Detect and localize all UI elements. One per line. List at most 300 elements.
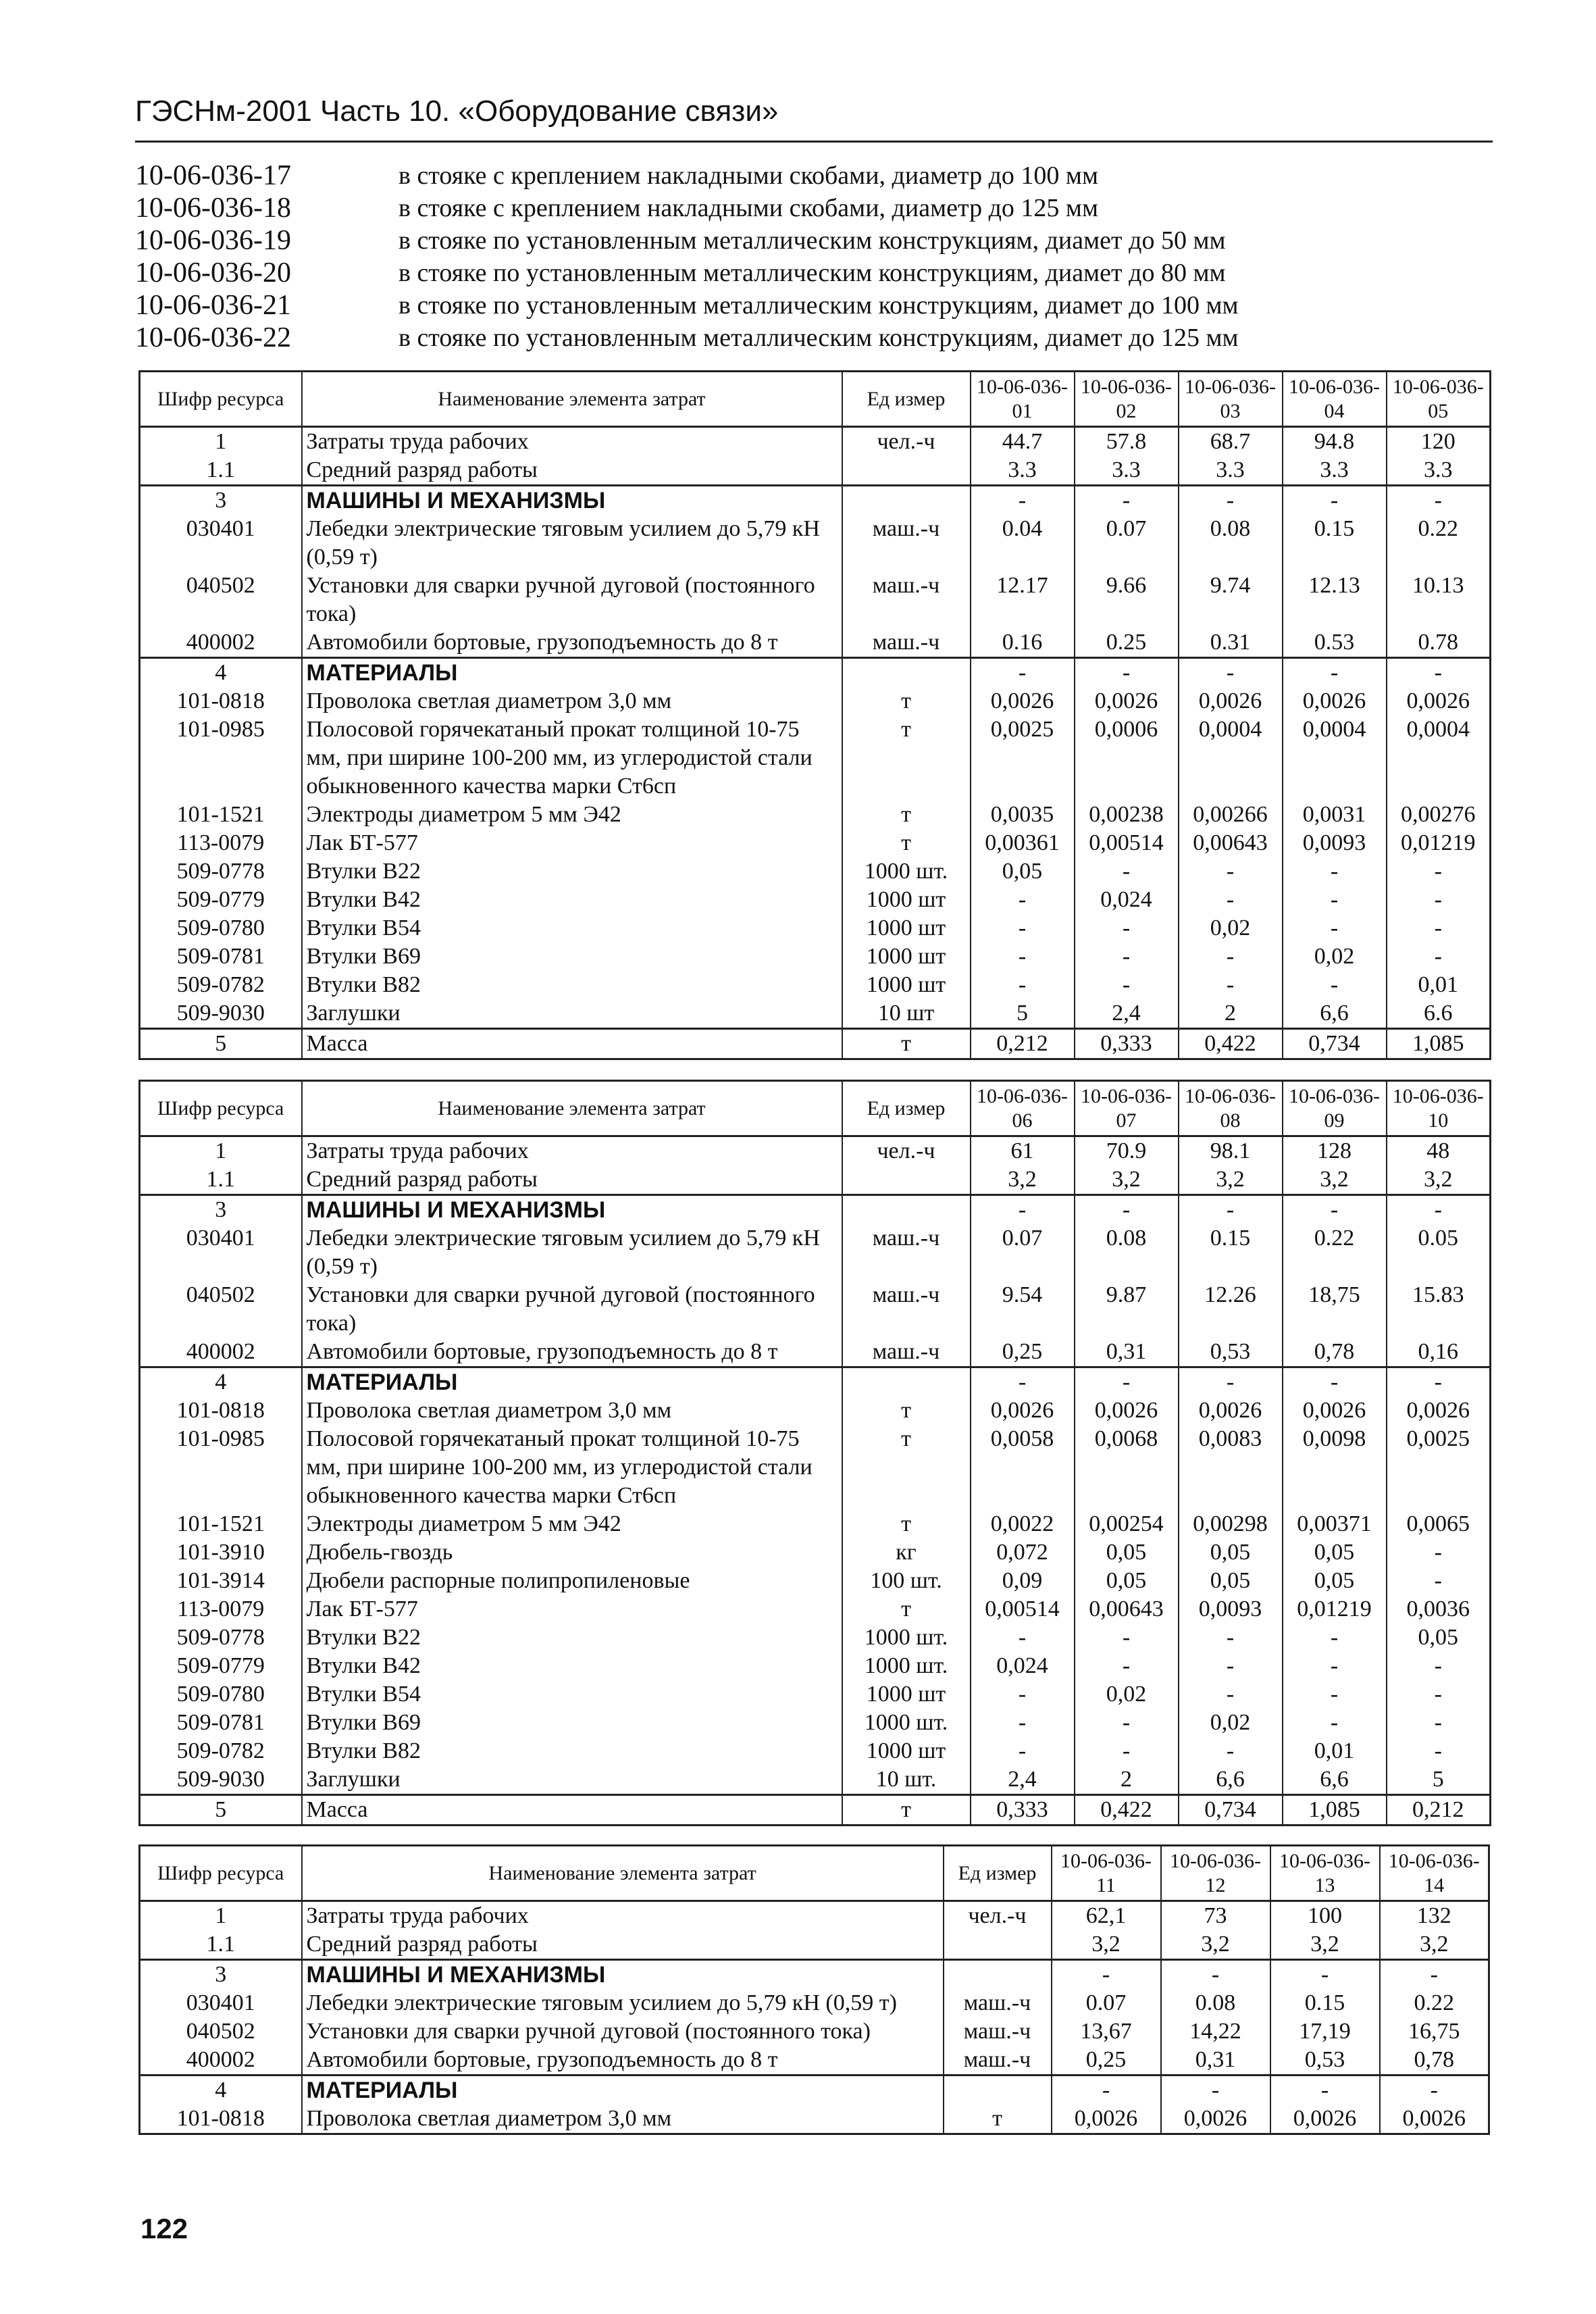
norm-value: - [971, 1709, 1075, 1737]
resource-unit: маш.-ч [944, 1989, 1052, 2017]
resource-name: Автомобили бортовые, грузоподъемность до 8 т [302, 1338, 842, 1367]
norm-value: 0,05 [1283, 1538, 1387, 1567]
code-row [135, 289, 1418, 322]
norm-value: 0.78 [1387, 628, 1491, 658]
norm-value: - [1283, 1624, 1387, 1652]
resource-code: 3 [140, 486, 302, 515]
norm-value: 0,53 [1179, 1338, 1283, 1367]
norm-value: 0,0068 [1075, 1425, 1179, 1510]
resource-code: 1.1 [140, 1165, 302, 1195]
norm-value: - [1161, 1960, 1270, 1990]
resource-code: 1 [140, 1136, 302, 1166]
resource-code: 509-0782 [140, 971, 302, 999]
code: 10-06-036-18 [135, 193, 291, 224]
norm-value: 0,25 [971, 1338, 1075, 1367]
col-header-code: Шифр ресурса [140, 372, 302, 427]
norm-value: 12.13 [1283, 572, 1387, 628]
resource-name: Втулки В22 [302, 1624, 842, 1652]
resource-code: 509-0780 [140, 914, 302, 942]
resource-code: 101-1521 [140, 801, 302, 829]
norm-value: - [1179, 1680, 1283, 1709]
norm-value: - [1075, 1652, 1179, 1680]
resource-name: МАШИНЫ И МЕХАНИЗМЫ [302, 1195, 842, 1225]
resource-name: Средний разряд работы [302, 1165, 842, 1195]
col-header-norm: 10-06-036-03 [1179, 372, 1283, 427]
norm-value: 3.3 [971, 456, 1075, 486]
resource-name: Втулки В42 [302, 886, 842, 914]
norm-value: 0.15 [1270, 1989, 1380, 2017]
resource-name: Проволока светлая диаметром 3,0 мм [302, 687, 842, 715]
norm-value: 3.3 [1387, 456, 1491, 486]
code-row [135, 224, 1418, 257]
resource-unit: маш.-ч [842, 572, 971, 628]
norm-value: - [1179, 1195, 1283, 1225]
resource-table-3 [138, 1844, 1490, 2135]
norm-value: 0,0093 [1283, 829, 1387, 857]
norm-value: 0.04 [971, 515, 1075, 572]
norm-value: 15.83 [1387, 1281, 1491, 1338]
norm-value: - [1380, 2076, 1489, 2105]
resource-unit: чел.-ч [944, 1901, 1052, 1931]
norm-value: - [971, 1737, 1075, 1765]
norm-value: 0,78 [1283, 1338, 1387, 1367]
table-row [140, 829, 1491, 857]
norm-value: 13,67 [1052, 2017, 1161, 2046]
table-header-row [140, 1846, 1489, 1901]
code-description: в стояке по установленным металлическим конструкциям, диамет до 50 мм [398, 226, 1226, 255]
norm-value: 0,00371 [1283, 1510, 1387, 1538]
resource-unit: 1000 шт [842, 1680, 971, 1709]
norm-value: 0,05 [1075, 1567, 1179, 1595]
norm-value: 0.08 [1075, 1224, 1179, 1281]
norm-value: 3,2 [971, 1165, 1075, 1195]
norm-value: 9.87 [1075, 1281, 1179, 1338]
norm-value: 0,00643 [1179, 829, 1283, 857]
resource-unit: маш.-ч [842, 1224, 971, 1281]
resource-name: Втулки В54 [302, 914, 842, 942]
resource-code: 3 [140, 1195, 302, 1225]
resource-name: Электроды диаметром 5 мм Э42 [302, 801, 842, 829]
table-row [140, 999, 1491, 1029]
resource-name: Втулки В82 [302, 971, 842, 999]
norm-value: 0,024 [1075, 886, 1179, 914]
norm-value: 0,0025 [1387, 1425, 1491, 1510]
table-row [140, 1765, 1491, 1795]
resource-unit: т [842, 1029, 971, 1059]
norm-value: 0.22 [1283, 1224, 1387, 1281]
norm-value: 0,072 [971, 1538, 1075, 1567]
norm-value: 62,1 [1052, 1901, 1161, 1931]
norm-value: - [1387, 1652, 1491, 1680]
resource-unit: т [842, 1795, 971, 1826]
norm-value: - [1283, 914, 1387, 942]
norm-value: - [1075, 914, 1179, 942]
code-description: в стояке с креплением накладными скобами, диаметр до 125 мм [398, 194, 1099, 222]
resource-name: МАТЕРИАЛЫ [302, 2076, 944, 2105]
norm-value: 0,05 [1179, 1538, 1283, 1567]
norm-value: 0,01219 [1387, 829, 1491, 857]
norm-value: 1,085 [1283, 1795, 1387, 1826]
col-header-norm: 10-06-036-13 [1270, 1846, 1380, 1901]
resource-unit: 1000 шт. [842, 857, 971, 886]
resource-unit: 100 шт. [842, 1567, 971, 1595]
resource-unit [842, 486, 971, 515]
norm-value: 0,0058 [971, 1425, 1075, 1510]
resource-unit: 1000 шт. [842, 1624, 971, 1652]
resource-name: Лебедки электрические тяговым усилием до 5,79 кН (0,59 т) [302, 515, 842, 572]
norm-value: - [971, 1195, 1075, 1225]
code-list [135, 159, 1418, 354]
page-number: 122 [140, 2213, 188, 2244]
resource-name: Лак БТ-577 [302, 1595, 842, 1624]
norm-value: 0,422 [1179, 1029, 1283, 1059]
norm-value: 3.3 [1283, 456, 1387, 486]
code: 10-06-036-20 [135, 257, 291, 288]
norm-value: 0.08 [1179, 515, 1283, 572]
col-header-norm: 10-06-036-08 [1179, 1081, 1283, 1136]
norm-value: 0,0093 [1179, 1595, 1283, 1624]
norm-value: 0,02 [1075, 1680, 1179, 1709]
norm-value: 0,78 [1380, 2046, 1489, 2076]
norm-value: 18,75 [1283, 1281, 1387, 1338]
norm-value: - [1387, 942, 1491, 971]
table-row [140, 427, 1491, 457]
resource-code: 400002 [140, 1338, 302, 1367]
norm-value: 0,00254 [1075, 1510, 1179, 1538]
norm-value: - [1283, 886, 1387, 914]
norm-value: 0,0031 [1283, 801, 1387, 829]
norm-value: - [1179, 658, 1283, 688]
resource-name: Лебедки электрические тяговым усилием до 5,79 кН (0,59 т) [302, 1224, 842, 1281]
norm-value: 0,02 [1179, 1709, 1283, 1737]
norm-value: 3,2 [1387, 1165, 1491, 1195]
norm-value: 6,6 [1283, 1765, 1387, 1795]
norm-value: 0.53 [1283, 628, 1387, 658]
resource-code: 1.1 [140, 456, 302, 486]
norm-value: - [1387, 486, 1491, 515]
resource-name: Установки для сварки ручной дуговой (постоянного тока) [302, 1281, 842, 1338]
norm-value: 0,0004 [1387, 715, 1491, 801]
resource-unit [944, 2076, 1052, 2105]
col-header-norm: 10-06-036-11 [1052, 1846, 1161, 1901]
norm-value: 0,0083 [1179, 1425, 1283, 1510]
norm-value: 0,05 [1075, 1538, 1179, 1567]
resource-unit: 1000 шт [842, 942, 971, 971]
resource-name: Втулки В69 [302, 942, 842, 971]
norm-value: 0.31 [1179, 628, 1283, 658]
norm-value: 0.25 [1075, 628, 1179, 658]
norm-value: 0,734 [1179, 1795, 1283, 1826]
col-header-norm: 10-06-036-04 [1283, 372, 1387, 427]
resource-unit: маш.-ч [944, 2017, 1052, 2046]
col-header-norm: 10-06-036-14 [1380, 1846, 1489, 1901]
table-row [140, 687, 1491, 715]
col-header-norm: 10-06-036-02 [1075, 372, 1179, 427]
resource-name: МАШИНЫ И МЕХАНИЗМЫ [302, 1960, 944, 1990]
table-row [140, 1901, 1489, 1931]
resource-name: Проволока светлая диаметром 3,0 мм [302, 1397, 842, 1425]
norm-value: 0,00298 [1179, 1510, 1283, 1538]
norm-value: 0,0025 [971, 715, 1075, 801]
norm-value: 0,422 [1075, 1795, 1179, 1826]
col-header-name: Наименование элемента затрат [302, 1846, 944, 1901]
norm-value: 3,2 [1380, 1930, 1489, 1960]
norm-value: 0,05 [971, 857, 1075, 886]
table-row [140, 1652, 1491, 1680]
norm-value: 48 [1387, 1136, 1491, 1166]
resource-unit [842, 1367, 971, 1397]
resource-code: 5 [140, 1795, 302, 1826]
norm-value: - [1179, 942, 1283, 971]
norm-value: 61 [971, 1136, 1075, 1166]
resource-code: 101-1521 [140, 1510, 302, 1538]
norm-value: 0,0004 [1179, 715, 1283, 801]
norm-value: 5 [1387, 1765, 1491, 1795]
resource-code: 101-0985 [140, 1425, 302, 1510]
resource-name: Автомобили бортовые, грузоподъемность до 8 т [302, 628, 842, 658]
norm-value: 0.05 [1387, 1224, 1491, 1281]
norm-value: 0,01219 [1283, 1595, 1387, 1624]
col-header-norm: 10-06-036-10 [1387, 1081, 1491, 1136]
resource-unit: т [842, 1510, 971, 1538]
col-header-norm: 10-06-036-07 [1075, 1081, 1179, 1136]
resource-unit: 10 шт [842, 999, 971, 1029]
norm-value: - [1283, 857, 1387, 886]
norm-value: 0,02 [1179, 914, 1283, 942]
resource-unit: маш.-ч [842, 1338, 971, 1367]
resource-code: 509-0782 [140, 1737, 302, 1765]
table-row [140, 2017, 1489, 2046]
norm-value: - [1075, 1624, 1179, 1652]
resource-code: 509-0778 [140, 857, 302, 886]
norm-value: 70.9 [1075, 1136, 1179, 1166]
table-row [140, 1960, 1489, 1990]
norm-value: - [1387, 886, 1491, 914]
resource-unit: т [842, 687, 971, 715]
norm-value: - [1075, 1195, 1179, 1225]
resource-code: 509-0779 [140, 886, 302, 914]
code-description: в стояке по установленным металлическим конструкциям, диамет до 100 мм [398, 291, 1239, 320]
table-row [140, 801, 1491, 829]
norm-value: - [1387, 1709, 1491, 1737]
norm-value: 0,0026 [971, 1397, 1075, 1425]
norm-value: 0.16 [971, 628, 1075, 658]
norm-value: 0,0035 [971, 801, 1075, 829]
col-header-unit: Ед измер [842, 1081, 971, 1136]
norm-value: - [971, 658, 1075, 688]
resource-table-2 [138, 1080, 1491, 1826]
resource-code: 101-0985 [140, 715, 302, 801]
norm-value: - [1387, 1680, 1491, 1709]
norm-value: - [1387, 1737, 1491, 1765]
resource-unit: т [842, 715, 971, 801]
table-row [140, 628, 1491, 658]
resource-code: 509-9030 [140, 1765, 302, 1795]
norm-value: - [1270, 1960, 1380, 1990]
col-header-unit: Ед измер [944, 1846, 1052, 1901]
col-header-code: Шифр ресурса [140, 1846, 302, 1901]
code-description: в стояке с креплением накладными скобами, диаметр до 100 мм [398, 161, 1099, 190]
norm-value: - [971, 1367, 1075, 1397]
resource-name: Средний разряд работы [302, 456, 842, 486]
norm-value: - [1179, 486, 1283, 515]
code-row [135, 192, 1418, 224]
table-row [140, 1165, 1491, 1195]
norm-value: - [1283, 1367, 1387, 1397]
table-row [140, 1989, 1489, 2017]
norm-value: 12.17 [971, 572, 1075, 628]
table-row [140, 1737, 1491, 1765]
col-header-name: Наименование элемента затрат [302, 372, 842, 427]
table-row [140, 1425, 1491, 1510]
resource-name: Втулки В22 [302, 857, 842, 886]
norm-value: 0,02 [1283, 942, 1387, 971]
resource-code: 1.1 [140, 1930, 302, 1960]
resource-unit: чел.-ч [842, 427, 971, 457]
resource-name: Затраты труда рабочих [302, 1136, 842, 1166]
norm-value: 17,19 [1270, 2017, 1380, 2046]
resource-unit: маш.-ч [944, 2046, 1052, 2076]
resource-name: Проволока светлая диаметром 3,0 мм [302, 2105, 944, 2134]
page-header [135, 95, 1486, 128]
table-row [140, 572, 1491, 628]
table-row [140, 1029, 1491, 1059]
resource-unit: 1000 шт [842, 914, 971, 942]
resource-code: 101-0818 [140, 1397, 302, 1425]
norm-value: 0,0026 [1075, 1397, 1179, 1425]
norm-value: 0.15 [1283, 515, 1387, 572]
norm-value: 0,0006 [1075, 715, 1179, 801]
norm-value: 6.6 [1387, 999, 1491, 1029]
norm-value: 0,212 [971, 1029, 1075, 1059]
norm-value: 98.1 [1179, 1136, 1283, 1166]
table-row [140, 1930, 1489, 1960]
norm-value: - [1387, 658, 1491, 688]
norm-value: - [1387, 1195, 1491, 1225]
table-row [140, 942, 1491, 971]
norm-value: 5 [971, 999, 1075, 1029]
norm-value: - [1179, 886, 1283, 914]
norm-value: 0,0026 [971, 687, 1075, 715]
norm-value: - [1283, 486, 1387, 515]
code: 10-06-036-17 [135, 160, 291, 191]
norm-value: 0,00276 [1387, 801, 1491, 829]
table-header-row [140, 372, 1491, 427]
norm-value: 57.8 [1075, 427, 1179, 457]
resource-name: Лак БТ-577 [302, 829, 842, 857]
norm-value: 0,00266 [1179, 801, 1283, 829]
norm-value: 0,0026 [1052, 2105, 1161, 2134]
resource-code: 4 [140, 658, 302, 688]
table-row [140, 2076, 1489, 2105]
norm-value: - [1387, 1538, 1491, 1567]
col-header-norm: 10-06-036-12 [1161, 1846, 1270, 1901]
resource-unit: 1000 шт [842, 886, 971, 914]
resource-code: 4 [140, 2076, 302, 2105]
norm-value: 0,53 [1270, 2046, 1380, 2076]
resource-name: Дюбели распорные полипропиленовые [302, 1567, 842, 1595]
norm-value: 0,05 [1283, 1567, 1387, 1595]
norm-value: 6,6 [1179, 1765, 1283, 1795]
norm-value: - [1283, 971, 1387, 999]
norm-value: 0,00514 [971, 1595, 1075, 1624]
norm-value: - [1380, 1960, 1489, 1990]
norm-value: 0,0026 [1179, 1397, 1283, 1425]
norm-value: 14,22 [1161, 2017, 1270, 2046]
col-header-code: Шифр ресурса [140, 1081, 302, 1136]
resource-code: 509-0779 [140, 1652, 302, 1680]
norm-value: - [1075, 942, 1179, 971]
resource-code: 030401 [140, 1224, 302, 1281]
resource-code: 113-0079 [140, 1595, 302, 1624]
norm-value: - [1075, 658, 1179, 688]
norm-value: 68.7 [1179, 427, 1283, 457]
norm-value: 2 [1075, 1765, 1179, 1795]
norm-value: - [1387, 1567, 1491, 1595]
resource-name: Автомобили бортовые, грузоподъемность до 8 т [302, 2046, 944, 2076]
resource-code: 030401 [140, 515, 302, 572]
resource-unit [842, 456, 971, 486]
norm-value: 3,2 [1179, 1165, 1283, 1195]
norm-value: 0,024 [971, 1652, 1075, 1680]
resource-code: 509-0778 [140, 1624, 302, 1652]
norm-value: - [1075, 971, 1179, 999]
code: 10-06-036-22 [135, 322, 291, 353]
norm-value: 0.22 [1387, 515, 1491, 572]
norm-value: 0.07 [971, 1224, 1075, 1281]
resource-name: Затраты труда рабочих [302, 427, 842, 457]
table-row [140, 2105, 1489, 2134]
resource-name: Затраты труда рабочих [302, 1901, 944, 1931]
norm-value: 3,2 [1052, 1930, 1161, 1960]
norm-value: - [1283, 658, 1387, 688]
norm-value: 0.22 [1380, 1989, 1489, 2017]
code-row [135, 159, 1418, 192]
norm-value: - [1283, 1709, 1387, 1737]
norm-value: - [1161, 2076, 1270, 2105]
table-row [140, 1510, 1491, 1538]
table-row [140, 486, 1491, 515]
norm-value: 0,00643 [1075, 1595, 1179, 1624]
resource-unit: т [842, 1397, 971, 1425]
norm-value: 0,0022 [971, 1510, 1075, 1538]
norm-value: 0.07 [1075, 515, 1179, 572]
resource-unit [944, 1930, 1052, 1960]
norm-value: 0,0026 [1380, 2105, 1489, 2134]
norm-value: 44.7 [971, 427, 1075, 457]
norm-value: 0,0036 [1387, 1595, 1491, 1624]
resource-code: 101-3910 [140, 1538, 302, 1567]
resource-name: МАШИНЫ И МЕХАНИЗМЫ [302, 486, 842, 515]
norm-value: 3,2 [1075, 1165, 1179, 1195]
resource-code: 040502 [140, 2017, 302, 2046]
resource-name: Масса [302, 1029, 842, 1059]
norm-value: 0,0026 [1387, 1397, 1491, 1425]
norm-value: - [1052, 1960, 1161, 1990]
norm-value: 0,05 [1387, 1624, 1491, 1652]
norm-value: - [1387, 1367, 1491, 1397]
resource-code: 101-3914 [140, 1567, 302, 1595]
resource-unit: 10 шт. [842, 1765, 971, 1795]
norm-value: 73 [1161, 1901, 1270, 1931]
norm-value: 100 [1270, 1901, 1380, 1931]
resource-code: 101-0818 [140, 2105, 302, 2134]
resource-unit [842, 1165, 971, 1195]
norm-value: 9.66 [1075, 572, 1179, 628]
norm-value: - [1283, 1680, 1387, 1709]
norm-value: 0,05 [1179, 1567, 1283, 1595]
resource-name: Электроды диаметром 5 мм Э42 [302, 1510, 842, 1538]
